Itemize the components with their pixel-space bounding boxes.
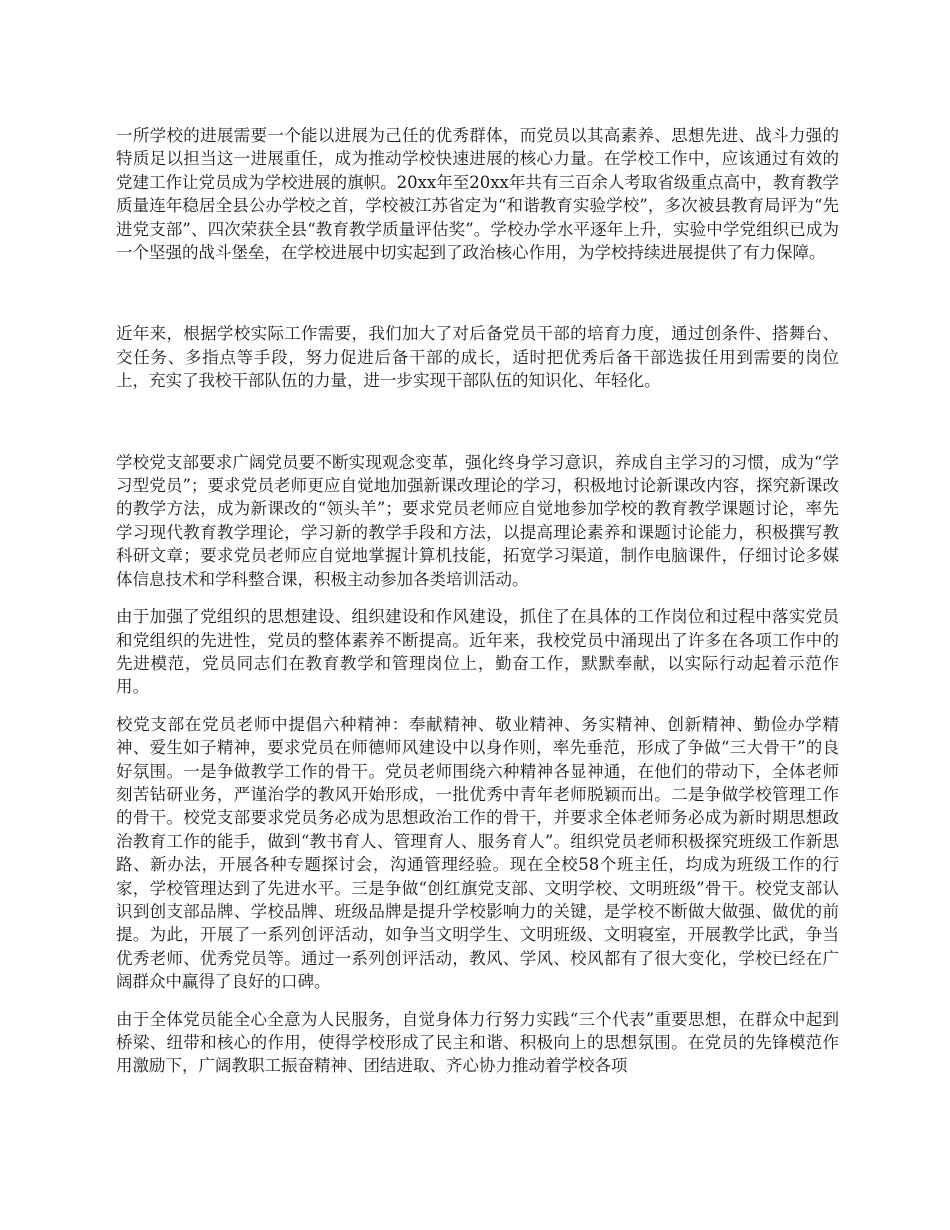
paragraph-learning-party-members: 学校党支部要求广阔党员要不断实现观念变革，强化终身学习意识，养成自主学习的习惯，成为“学习型党员”；要求党员老师更应自觉地加强新课改理论的学习，积极地讨论新课改内容，探究新课改的教学方法，成为新课改的“领头羊”；要求党员老师应自觉地参加学校的教育教学课题讨论，率先学习现代教育教学理论，学习新的教学手段和方法，以提高理论素养和课题讨论能力，积极撰写教科研文章；要求党员老师应自觉地掌握计算机技能，拓宽学习渠道，制作电脑课件，仔细讨论多媒体信息技术和学科整合课，积极主动参加各类培训活动。: [116, 452, 839, 589]
document-body: [116, 124, 839, 1078]
paragraph-school-development: 一所学校的进展需要一个能以进展为己任的优秀群体，而党员以其高素养、思想先进、战斗力强的特质足以担当这一进展重任，成为推动学校快速进展的核心力量。在学校工作中，应该通过有效的党建工作让党员成为学校进展的旗帜。20xx年至20xx年共有三百余人考取省级重点高中，教育教学质量连年稳居全县公办学校之首，学校被江苏省定为“和谐教育实验学校”，多次被县教育局评为“先进党支部”、四次荣获全县“教育教学质量评估奖”。学校办学水平逐年上升，实验中学党组织已成为一个坚强的战斗堡垒，在学校进展中切实起到了政治核心作用，为学校持续进展提供了有力保障。: [116, 126, 839, 263]
paragraph-organization-building: 由于加强了党组织的思想建设、组织建设和作风建设，抓住了在具体的工作岗位和过程中落实党员和党组织的先进性，党员的整体素养不断提高。近年来，我校党员中涌现出了许多在各项工作中的先进模范，党员同志们在教育教学和管理岗位上，勤奋工作，默默奉献，以实际行动起着示范作用。: [116, 607, 839, 697]
paragraph-serve-people: 由于全体党员能全心全意为人民服务，自觉身体力行努力实践“三个代表”重要思想，在群众中起到桥梁、纽带和核心的作用，使得学校形成了民主和谐、积极向上的思想氛围。在党员的先锋模范作用激励下，广阔教职工振奋精神、团结进取、齐心协力推动着学校各项: [116, 1009, 839, 1076]
paragraph-cadre-training: 近年来，根据学校实际工作需要，我们加大了对后备党员干部的培育力度，通过创条件、搭舞台、交任务、多指点等手段，努力促进后备干部的成长，适时把优秀后备干部选拔任用到需要的岗位上，充实了我校干部队伍的力量，进一步实现干部队伍的知识化、年轻化。: [116, 324, 839, 391]
paragraph-six-spirits: 校党支部在党员老师中提倡六种精神：奉献精神、敬业精神、务实精神、创新精神、勤俭办学精神、爱生如子精神，要求党员在师德师风建设中以身作则，率先垂范，形成了争做“三大骨干”的良好氛围。一是争做教学工作的骨干。党员老师围绕六种精神各显神通，在他们的带动下，全体老师刻苦钻研业务，严谨治学的教风开始形成，一批优秀中青年老师脱颖而出。二是争做学校管理工作的骨干。校党支部要求党员务必成为思想政治工作的骨干，并要求全体老师务必成为新时期思想政治教育工作的能手，做到“教书育人、管理育人、服务育人”。组织党员老师积极探究班级工作新思路、新办法，开展各种专题探讨会，沟通管理经验。现在全校58个班主任，均成为班级工作的行家，学校管理达到了先进水平。三是争做“创红旗党支部、文明学校、文明班级”骨干。校党支部认识到创支部品牌、学校品牌、班级品牌是提升学校影响力的关键，是学校不断做大做强、做优的前提。为此，开展了一系列创评活动，如争当文明学生、文明班级、文明寝室，开展教学比武，争当优秀老师、优秀党员等。通过一系列创评活动，教风、学风、校风都有了很大变化，学校已经在广阔群众中赢得了良好的口碑。: [116, 714, 839, 992]
